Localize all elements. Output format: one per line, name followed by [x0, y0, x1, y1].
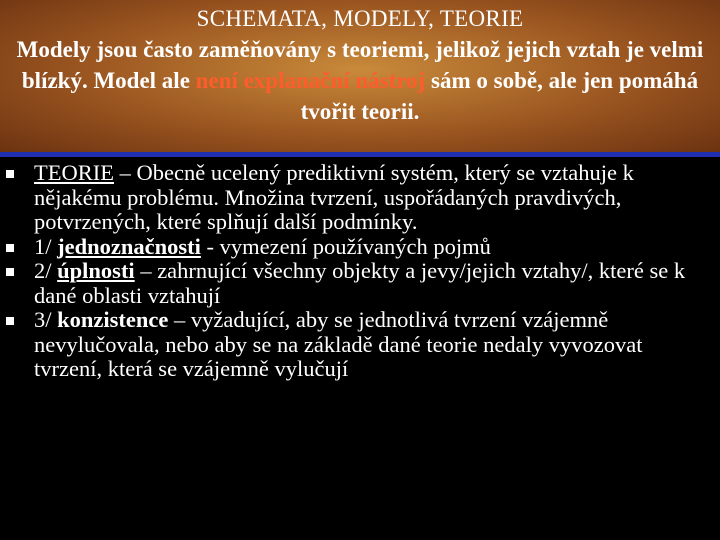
bullet-item-uplnosti [0, 259, 712, 308]
bullet-prefix: 2/ [34, 258, 58, 283]
bullet-prefix: 3/ [34, 307, 58, 332]
slide-title: SCHEMATA, MODELY, TEORIE [196, 6, 524, 31]
bullet-text: – vyžadující, aby se jednotlivá tvrzení vzájemně nevylučovala, nebo aby se na základě dané teorie nedaly vyvozovat tvrzení, která se vzájemně vylučují [34, 307, 643, 381]
term-jednoznacnosti: jednoznačnosti [57, 233, 201, 259]
bullet-text: - vymezení používaných pojmů [200, 233, 491, 259]
bullet-item-jednoznacnosti [0, 235, 712, 260]
subtitle-text-end: sám o sobě, ale jen pomáhá tvořit teorii. [300, 68, 699, 124]
square-bullet-icon [6, 268, 14, 276]
square-bullet-icon [6, 244, 14, 252]
term-uplnosti: úplnosti [57, 258, 135, 283]
subtitle-text: Modely jsou často zaměňovány s teoriemi, jelikož jejich vztah je velmi blízký. Model ale [16, 37, 704, 93]
bullet-prefix: 1/ [34, 233, 58, 259]
square-bullet-icon [6, 170, 14, 178]
slide-subtitle [14, 34, 706, 127]
slide-header [0, 0, 720, 155]
bullet-text: – Obecně ucelený prediktivní systém, který se vztahuje k nějakému problému. Množina tvrzení, uspořádaných pravdivých, potvrzených, které splňují další podmínky. [34, 160, 634, 234]
bullet-item-teorie [0, 161, 712, 235]
bullet-item-konzistence [0, 308, 712, 382]
square-bullet-icon [6, 317, 14, 325]
bullet-list [0, 161, 712, 382]
term-teorie: TEORIE [34, 160, 114, 185]
slide-body [0, 157, 720, 540]
term-konzistence: konzistence [57, 307, 169, 332]
subtitle-highlight: není explanační nástroj [195, 68, 426, 93]
bullet-text: – zahrnující všechny objekty a jevy/jejich vztahy/, které se k dané oblasti vztahují [34, 258, 686, 308]
